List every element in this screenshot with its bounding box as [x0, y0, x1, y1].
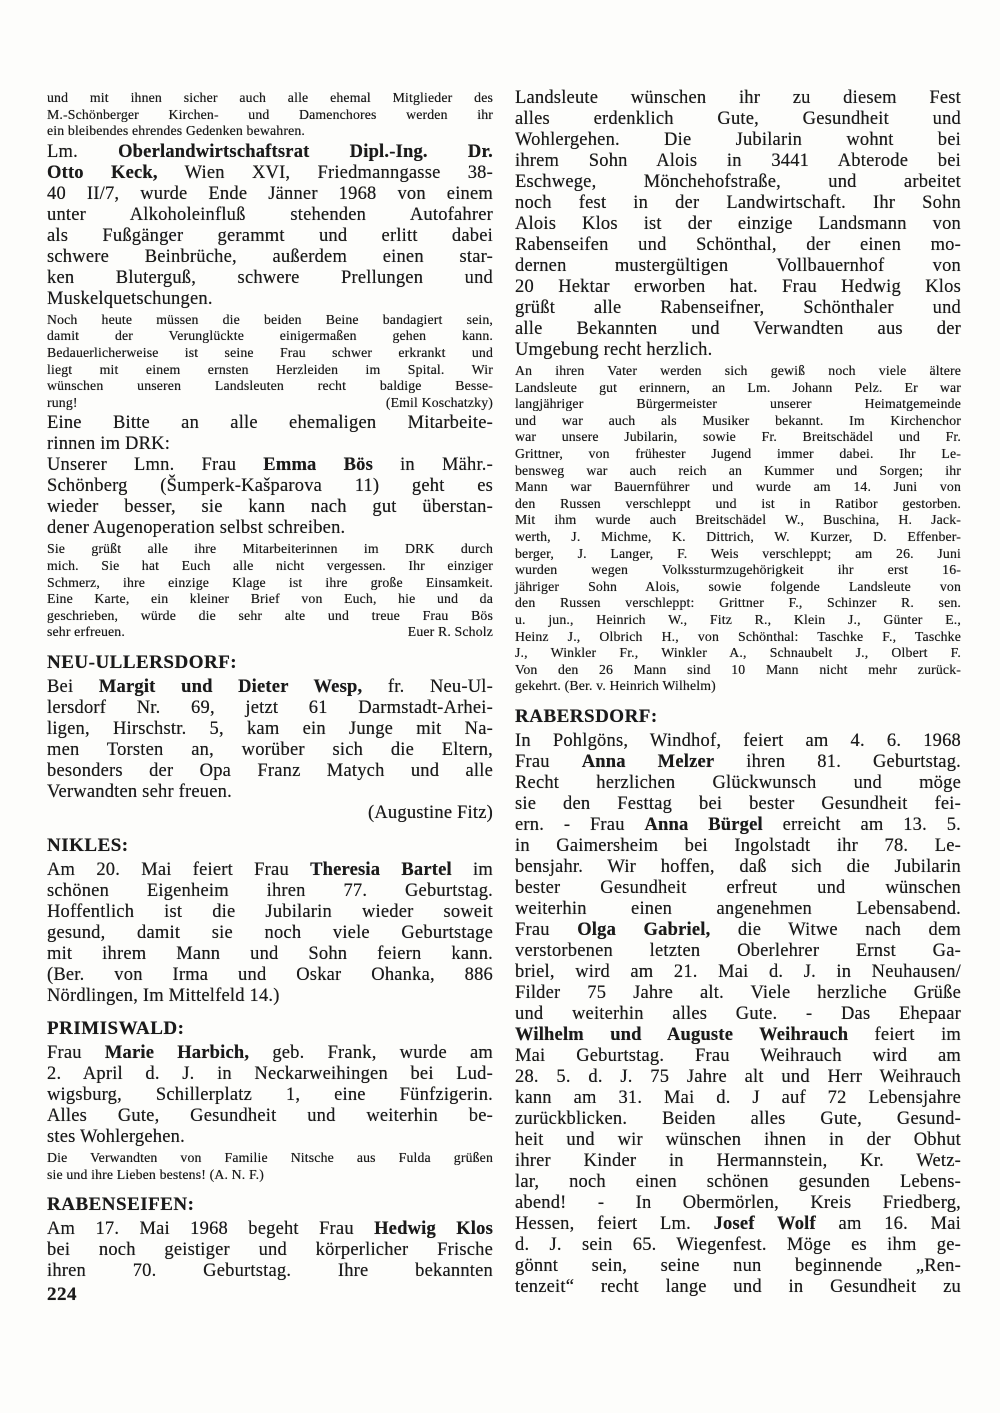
- text-line: Hoffentlich ist die Jubilarin wieder soweit: [47, 901, 493, 922]
- text-line: dener Augenoperation selbst schreiben.: [47, 518, 346, 539]
- text-run: Unserer Lmn. Frau: [47, 455, 264, 476]
- text-line: liegt mit einem ernsten Herzleiden im Spital. Wir: [47, 361, 493, 377]
- text-line: gesund, damit sie noch viele Geburtstage: [47, 922, 493, 943]
- text-line: [47, 163, 493, 184]
- paragraph: [515, 363, 961, 695]
- text-line: Eine Bitte an alle ehemaligen Mitarbeite-: [47, 413, 493, 434]
- bold-text-run: Anna Bürgel: [644, 814, 763, 835]
- paragraph: [47, 90, 493, 140]
- text-line: (Ber. von Irma und Oskar Ohanka, 886: [47, 964, 493, 985]
- text-line: Verwandten sehr freuen.: [47, 781, 232, 802]
- text-line: alles erdenklich Gute, Gesundheit und: [515, 109, 961, 129]
- text-line: 20 Hektar erworben hat. Frau Hedwig Klos: [515, 277, 961, 297]
- paragraph: [47, 413, 493, 455]
- text-line: Schönberg (Šumperk-Kašparova 11) geht es: [47, 476, 493, 497]
- text-run: am 16. Mai: [815, 1213, 961, 1234]
- text-line: Eschwege, Mönchehofstraße, und arbeitet: [515, 172, 961, 192]
- text-line: wünschen unseren Landsleuten recht baldige Besse-: [47, 378, 493, 394]
- bold-text-run: Emma Bös: [263, 455, 373, 476]
- text-line: geschrieben, würde die sehr alte und treue Frau Bös: [47, 607, 493, 623]
- text-line: [47, 860, 493, 881]
- text-line: und war auch als Musiker bekannt. Im Kirchenchor: [515, 412, 961, 428]
- text-line: lar, noch einen schönen gesunden Lebens-: [515, 1171, 961, 1192]
- text-line: mit ihrem Mann und Sohn feiern kann.: [47, 943, 493, 964]
- text-line: wigsburg, Schillerplatz 1, eine Fünfzigerin.: [47, 1084, 493, 1105]
- text-line: [515, 1025, 961, 1046]
- text-run: in Mähr.-: [372, 455, 493, 476]
- text-line: NIKLES:: [47, 834, 129, 856]
- text-line: ken Bluterguß, schwere Prellungen und: [47, 267, 493, 288]
- text-line: mich. Sie hat Euch alle nicht vergessen. Ihr einziger: [47, 557, 493, 573]
- section-heading: [47, 835, 493, 856]
- text-line: [47, 1219, 493, 1240]
- text-line: [47, 142, 493, 163]
- text-line: den Russen verschleppt und ist in Ratibor gestorben.: [515, 495, 961, 511]
- text-line: [515, 752, 961, 773]
- text-line: weiterhin einen angenehmen Lebensabend.: [515, 898, 961, 919]
- text-line: damit der Verunglückte einigermaßen gehen kann.: [47, 328, 493, 344]
- text-line: Die Verwandten von Familie Nitsche aus Fulda grüßen: [47, 1149, 493, 1165]
- text-line: Alois Klos ist der einzige Landsmann von: [515, 214, 961, 234]
- text-line: ligen, Hirschstr. 5, kam ein Junge mit Na-: [47, 718, 493, 739]
- text-line: wieder besser, sie kann nach gut überstan-: [47, 497, 493, 518]
- text-line: Mit ihm wurde auch Breitschädel W., Buschina, H. Jack-: [515, 512, 961, 528]
- text-line: kann am 31. Mai d. J auf 72 Lebensjahre: [515, 1087, 961, 1108]
- text-line: briel, wird am 21. Mai d. J. in Neuhausen/: [515, 961, 961, 982]
- text-line: 2. April d. J. in Neckarweihingen bei Lud-: [47, 1063, 493, 1084]
- text-run: Lm.: [47, 141, 119, 162]
- text-run: die Witwe nach dem: [710, 919, 961, 940]
- paragraph: [47, 455, 493, 539]
- paragraph: [47, 1043, 493, 1148]
- text-line: Landsleute gut erinnern, an Lm. Johann Pelz. Er war: [515, 379, 961, 395]
- text-line: Landsleute wünschen ihr zu diesem Fest: [515, 88, 961, 108]
- text-line: An ihren Vater werden sich gewiß noch viele ältere: [515, 363, 961, 378]
- text-line: Sie grüßt alle ihre Mitarbeiterinnen im DRK durch: [47, 541, 493, 557]
- section-heading: [47, 1194, 493, 1215]
- text-line: heit und wir wünschen ihnen in der Obhut: [515, 1129, 961, 1150]
- text-run: Hessen, feiert Lm.: [515, 1213, 714, 1234]
- text-run: ern. - Frau: [515, 814, 645, 835]
- text-line: ihrem Sohn Alois in 3441 Abterode bei: [515, 151, 961, 171]
- text-run: Am 20. Mai feiert Frau: [47, 859, 311, 880]
- bold-text-run: Hedwig Klos: [374, 1219, 493, 1240]
- bold-text-run: Wilhelm und Auguste Weihrauch: [515, 1024, 849, 1045]
- text-line: gekehrt. (Ber. v. Heinrich Wilhelm): [515, 678, 716, 694]
- text-line: langjähriger Bürgermeister unserer Heimatgemeinde: [515, 396, 961, 412]
- text-line: Nördlingen, Im Mittelfeld 14.): [47, 985, 280, 1006]
- text-line: lersdorf Nr. 69, jetzt 61 Darmstadt-Arhei-: [47, 697, 493, 718]
- text-line: [47, 1043, 493, 1064]
- text-run: erreicht am 13. 5.: [762, 814, 962, 835]
- text-line: noch fest in der Landwirtschaft. Ihr Sohn: [515, 193, 961, 213]
- text-line: [515, 920, 961, 941]
- text-run: sehr erfreuen.: [47, 624, 125, 640]
- text-line: 28. 5. d. J. 75 Jahre alt und Herr Weihrauch: [515, 1066, 961, 1087]
- text-line: und mit ihnen sicher auch alle ehemal Mitglieder des: [47, 90, 493, 105]
- section-heading: [47, 1018, 493, 1039]
- text-line: (Augustine Fitz): [368, 802, 493, 823]
- text-line: [515, 815, 961, 836]
- text-line: Schmerz, ihre einzige Klage ist ihre große Einsamkeit.: [47, 574, 493, 590]
- text-line: berger, J. Langer, F. Weis verschleppt; am 26. Juni: [515, 545, 961, 561]
- text-run: Frau: [515, 751, 582, 772]
- text-run: Bei: [47, 676, 99, 697]
- text-line: stes Wohlergehen.: [47, 1126, 185, 1147]
- text-run: Wien XVI, Friedmanngasse 38-: [157, 162, 493, 183]
- text-line: Bedauerlicherweise ist seine Frau schwer erkrankt und: [47, 344, 493, 360]
- text-run: ihren 81. Geburtstag.: [714, 751, 961, 772]
- text-line: und weiterhin alles Gute. - Das Ehepaar: [515, 1003, 961, 1024]
- text-line: u. jun., Heinrich W., Fitz R., Klein J., Günter E.,: [515, 611, 961, 627]
- text-line: In Pohlgöns, Windhof, feiert am 4. 6. 1968: [515, 730, 961, 751]
- text-line: Von den 26 Mann sind 10 Mann nicht mehr zurück-: [515, 661, 961, 677]
- text-run: im: [451, 859, 493, 880]
- paragraph: [515, 731, 961, 1298]
- text-line: dernen mustergültigen Vollbauernhof von: [515, 256, 961, 276]
- text-line: Eine Karte, ein kleiner Brief von Euch, hie und da: [47, 591, 493, 607]
- bold-text-run: Olga Gabriel,: [577, 919, 711, 940]
- text-line: NEU-ULLERSDORF:: [47, 651, 238, 673]
- text-line: M.-Schönberger Kirchen- und Damenchores werden ihr: [47, 106, 493, 122]
- text-run: (Emil Koschatzky): [385, 394, 493, 410]
- text-line: J., Winkler Fr., Winkler A., Schnaubelt J., Olbert F.: [515, 645, 961, 661]
- text-line: [515, 1214, 961, 1235]
- text-run: Am 17. Mai 1968 begeht Frau: [47, 1219, 375, 1240]
- text-line: zurückblicken. Beiden alles Gute, Gesund-: [515, 1108, 961, 1129]
- text-line: 40 II/7, wurde Ende Jänner 1968 von einem: [47, 183, 493, 204]
- text-line: alle Bekannten und Verwandten aus der: [515, 319, 961, 339]
- text-line: als Fußgänger gerammt und erlitt dabei: [47, 225, 493, 246]
- text-line: men Torsten an, worüber sich die Eltern,: [47, 739, 493, 760]
- text-column-left: [47, 88, 493, 1282]
- bold-text-run: Josef Wolf: [713, 1213, 816, 1234]
- text-line: [47, 455, 493, 476]
- text-line: Umgebung recht herzlich.: [515, 340, 713, 360]
- text-line: rinnen im DRK:: [47, 434, 171, 455]
- bold-text-run: Margit und Dieter Wesp,: [98, 676, 363, 697]
- text-run: feiert im: [848, 1024, 962, 1045]
- text-line: [47, 677, 493, 698]
- text-line: ihren 70. Geburtstag. Ihre bekannten: [47, 1261, 493, 1282]
- text-line: PRIMISWALD:: [47, 1017, 185, 1039]
- text-line: war unsere Jubilarin, sowie Fr. Breitschädel und Fr.: [515, 429, 961, 445]
- paragraph: [47, 860, 493, 1007]
- text-column-right: [515, 88, 961, 1298]
- text-line: den Russen verschleppt: Grittner F., Schinzer R. sen.: [515, 595, 961, 611]
- text-run: Frau: [515, 919, 578, 940]
- text-line: RABENSEIFEN:: [47, 1194, 195, 1216]
- paragraph: [47, 1150, 493, 1183]
- text-line: Mai Geburtstag. Frau Weihrauch wird am: [515, 1045, 961, 1066]
- section-heading: [47, 652, 493, 673]
- text-line: sie den Festtag bei bester Gesundheit fei-: [515, 793, 961, 814]
- text-line: abend! - In Obermörlen, Kreis Friedberg,: [515, 1192, 961, 1213]
- text-line: sie und ihre Lieben bestens! (A. N. F.): [47, 1166, 265, 1182]
- section-heading: [515, 706, 961, 727]
- text-line: unter Alkoholeinfluß stehenden Autofahrer: [47, 204, 493, 225]
- bold-text-run: Anna Melzer: [581, 751, 715, 772]
- text-line: bester Gesundheit erfreut und wünschen: [515, 877, 961, 898]
- text-line: werth, J. Michme, K. Dittrich, W. Kurzer, D. Effenber-: [515, 528, 961, 544]
- text-line: in Gaimersheim bei Ingolstadt ihr 78. Le-: [515, 835, 961, 856]
- paragraph: [515, 88, 961, 361]
- text-line: [47, 395, 493, 412]
- text-line: [47, 624, 493, 641]
- text-line: RABERSDORF:: [515, 705, 658, 727]
- text-run: fr. Neu-Ul-: [362, 676, 493, 697]
- text-line: Heinz J., Olbrich H., von Schönthal: Taschke F., Taschke: [515, 628, 961, 644]
- text-line: bensjahr. Wir hoffen, daß sich die Jubilarin: [515, 856, 961, 877]
- text-line: besonders der Opa Franz Matych und alle: [47, 760, 493, 781]
- text-line: wurden wegen Volkssturmzugehörigkeit ihr erst 16-: [515, 562, 961, 578]
- text-run: Frau: [47, 1042, 105, 1063]
- text-line: Wohlergehen. Die Jubilarin wohnt bei: [515, 130, 961, 150]
- text-line: Recht herzlichen Glückwunsch und möge: [515, 772, 961, 793]
- text-line: verstorbenen letzten Oberlehrer Ernst Ga-: [515, 940, 961, 961]
- bold-text-run: Marie Harbich,: [104, 1042, 250, 1063]
- text-line: grüßt alle Rabenseifner, Schönthaler und: [515, 298, 961, 318]
- text-line: Mann war Bauernführer und wurde am 14. Juni von: [515, 479, 961, 495]
- text-line: schwere Beinbrüche, außerdem einen star-: [47, 246, 493, 267]
- text-line: ihrer Kinder in Hermannstein, Kr. Wetz-: [515, 1150, 961, 1171]
- text-run: rung!: [47, 394, 78, 410]
- paragraph: [47, 541, 493, 641]
- text-line: tenzeit“ recht lange und in Gesundheit zu: [515, 1276, 961, 1297]
- bold-text-run: Theresia Bartel: [310, 859, 452, 880]
- text-line: Noch heute müssen die beiden Beine bandagiert sein,: [47, 311, 493, 327]
- paragraph: [47, 677, 493, 824]
- text-line: gönnt sein, seine nun beginnende „Ren-: [515, 1255, 961, 1276]
- paragraph: [47, 142, 493, 310]
- text-line: Filder 75 Jahre alt. Viele herzliche Grüße: [515, 982, 961, 1003]
- text-line: schönen Eigenheim ihren 77. Geburtstag.: [47, 880, 493, 901]
- text-line: Rabenseifen und Schönthal, der einen mo-: [515, 235, 961, 255]
- paragraph: [47, 312, 493, 412]
- page-number: 224: [47, 1284, 77, 1305]
- text-line: d. J. sein 65. Wiegenfest. Möge es ihm ge-: [515, 1234, 961, 1255]
- text-run: geb. Frank, wurde am: [249, 1042, 493, 1063]
- bold-text-run: Oberlandwirtschaftsrat Dipl.-Ing. Dr.: [118, 141, 493, 162]
- text-line: bensweg war auch reich an Kummer und Sorgen; ihr: [515, 462, 961, 478]
- text-line: jähriger Sohn Alois, sowie folgende Landsleute von: [515, 578, 961, 594]
- text-line: Grittner, von frühester Jugend immer dabei. Ihr Le-: [515, 445, 961, 461]
- paragraph: [47, 1219, 493, 1282]
- text-line: ein bleibendes ehrendes Gedenken bewahren.: [47, 123, 305, 139]
- text-line: Alles Gute, Gesundheit und weiterhin be-: [47, 1105, 493, 1126]
- bold-text-run: Otto Keck,: [47, 162, 158, 183]
- text-line: Muskelquetschungen.: [47, 288, 213, 309]
- text-run: Euer R. Scholz: [407, 624, 493, 640]
- text-line: bei noch geistiger und körperlicher Frische: [47, 1240, 493, 1261]
